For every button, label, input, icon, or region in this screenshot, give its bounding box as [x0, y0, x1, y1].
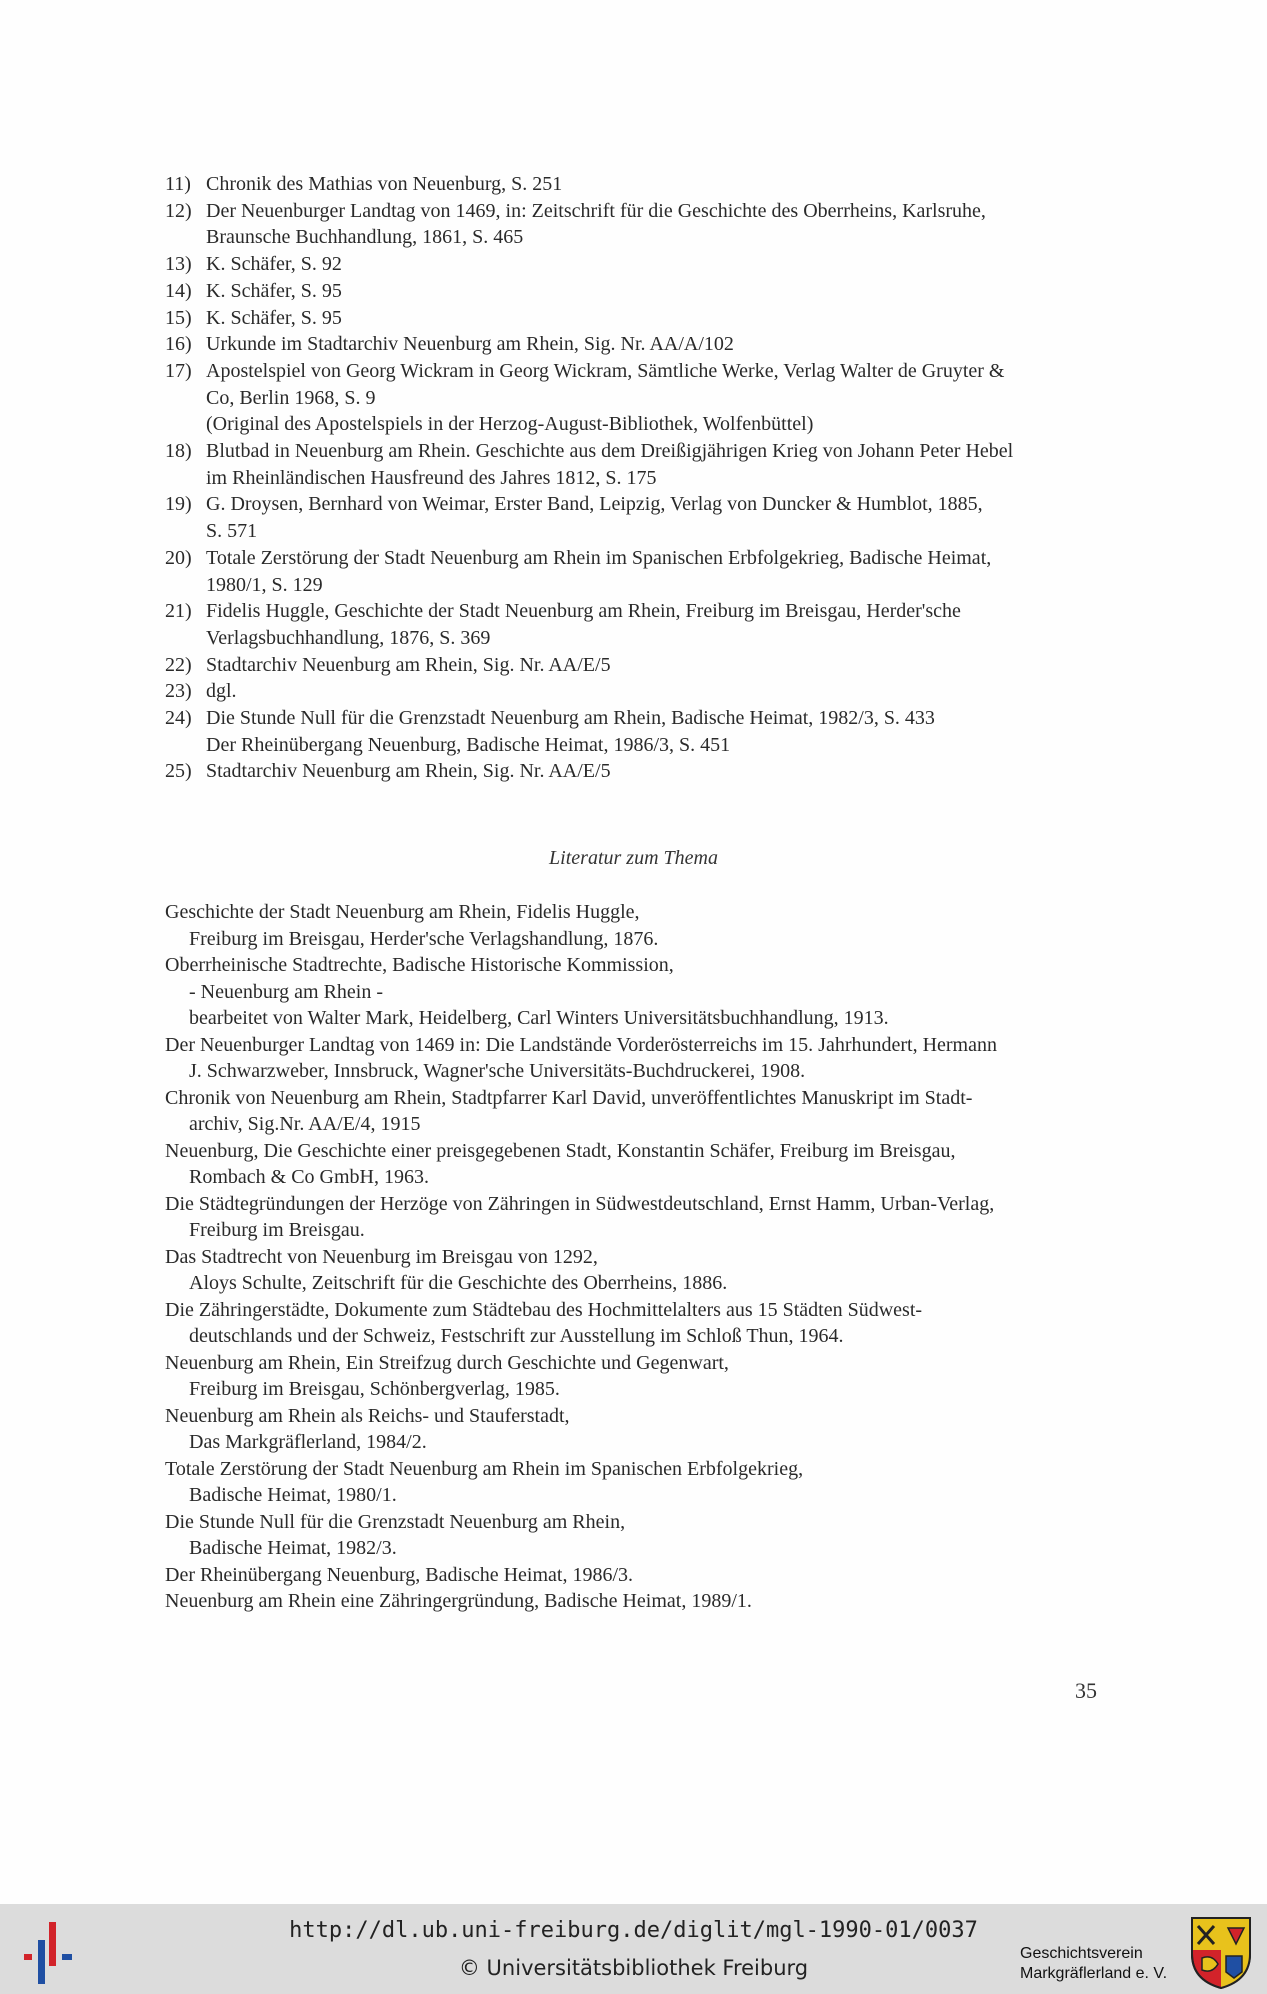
footnote-number: 14) — [165, 279, 192, 302]
footnote-line: Apostelspiel von Georg Wickram in Georg Wickram, Sämtliche Werke, Verlag Walter de Gruyter & — [206, 359, 1005, 382]
footnote-item — [165, 198, 1105, 251]
literature-line: deutschlands und der Schweiz, Festschrift zur Ausstellung im Schloß Thun, 1964. — [189, 1325, 844, 1347]
org-name-line2: Markgräflerland e. V. — [1020, 1965, 1168, 1982]
literature-line: Das Markgräflerland, 1984/2. — [189, 1431, 427, 1453]
literature-entry — [165, 1244, 1105, 1297]
literature-line: Der Neuenburger Landtag von 1469 in: Die Landstände Vorderösterreichs im 15. Jahrhundert, Hermann — [165, 1033, 997, 1056]
literature-line: Freiburg im Breisgau, Schönbergverlag, 1985. — [189, 1378, 560, 1400]
footnote-line: Die Stunde Null für die Grenzstadt Neuenburg am Rhein, Badische Heimat, 1982/3, S. 433 — [206, 707, 935, 730]
page-number: 35 — [1075, 1678, 1097, 1703]
footnote-line: Braunsche Buchhandlung, 1861, S. 465 — [206, 226, 524, 249]
footnote-number: 24) — [165, 707, 192, 730]
footnote-line: S. 571 — [206, 520, 258, 543]
footnote-number: 21) — [165, 600, 192, 623]
literature-entry — [165, 952, 1105, 1032]
footnote-text — [206, 438, 1105, 491]
literature-line: Neuenburg, Die Geschichte einer preisgegebenen Stadt, Konstantin Schäfer, Freiburg im Breisgau, — [165, 1139, 956, 1162]
literature-line: Freiburg im Breisgau, Herder'sche Verlagshandlung, 1876. — [189, 927, 659, 950]
org-name-line1: Geschichtsverein — [1020, 1945, 1143, 1962]
footnotes-list — [165, 171, 1105, 785]
footnote-line: Totale Zerstörung der Stadt Neuenburg am Rhein im Spanischen Erbfolgekrieg, Badische Heimat, — [206, 546, 992, 569]
literature-line: archiv, Sig.Nr. AA/E/4, 1915 — [189, 1113, 421, 1135]
footnote-text — [206, 331, 1105, 358]
footnote-item — [165, 358, 1105, 438]
footnote-item — [165, 251, 1105, 278]
footnote-text — [206, 678, 1105, 705]
literature-line: Neuenburg am Rhein als Reichs- und Stauferstadt, — [165, 1404, 570, 1427]
footnote-line: Stadtarchiv Neuenburg am Rhein, Sig. Nr. AA/E/5 — [206, 653, 611, 676]
footnote-item — [165, 545, 1105, 598]
footnote-line: K. Schäfer, S. 92 — [206, 253, 342, 276]
footnote-item — [165, 438, 1105, 491]
footnote-line: Blutbad in Neuenburg am Rhein. Geschichte aus dem Dreißigjährigen Krieg von Johann Peter Hebel — [206, 440, 1014, 463]
literature-entry — [165, 1509, 1105, 1562]
literature-line: Das Stadtrecht von Neuenburg im Breisgau von 1292, — [165, 1245, 598, 1268]
footnote-text — [206, 278, 1105, 305]
footnote-text — [206, 705, 1105, 758]
footnote-item — [165, 491, 1105, 544]
footnote-line: Urkunde im Stadtarchiv Neuenburg am Rhein, Sig. Nr. AA/A/102 — [206, 333, 734, 356]
footnote-item — [165, 331, 1105, 358]
footnote-line: K. Schäfer, S. 95 — [206, 279, 342, 302]
footnote-line: K. Schäfer, S. 95 — [206, 306, 342, 329]
literature-line: Neuenburg am Rhein eine Zähringergründung, Badische Heimat, 1989/1. — [165, 1590, 752, 1612]
literature-line: Chronik von Neuenburg am Rhein, Stadtpfarrer Karl David, unveröffentlichtes Manuskript im Stadt- — [165, 1086, 973, 1109]
literature-entry — [165, 1297, 1105, 1350]
footnote-text — [206, 758, 1105, 785]
footnote-number: 19) — [165, 493, 192, 516]
footnote-item — [165, 758, 1105, 785]
footnote-item — [165, 171, 1105, 198]
footnote-item — [165, 305, 1105, 332]
footer-organization — [1020, 1944, 1167, 1984]
literature-entry — [165, 1456, 1105, 1509]
footnote-line: 1980/1, S. 129 — [206, 573, 323, 596]
footnote-item — [165, 705, 1105, 758]
literature-line: Geschichte der Stadt Neuenburg am Rhein, Fidelis Huggle, — [165, 901, 640, 923]
footnote-line: Der Neuenburger Landtag von 1469, in: Zeitschrift für die Geschichte des Oberrheins, Karlsruhe, — [206, 199, 986, 222]
footnote-line: im Rheinländischen Hausfreund des Jahres 1812, S. 175 — [206, 466, 657, 489]
literature-entry — [165, 1403, 1105, 1456]
footnote-text — [206, 251, 1105, 278]
footer-bar — [0, 1904, 1267, 1994]
footnote-number: 12) — [165, 199, 192, 222]
footnote-item — [165, 598, 1105, 651]
footnote-text — [206, 358, 1105, 438]
footer-url-link[interactable]: http://dl.ub.uni-freiburg.de/diglit/mgl-1990-01/0037 — [289, 1918, 978, 1943]
footnote-number: 15) — [165, 306, 192, 329]
footnote-number: 11) — [165, 173, 191, 195]
literature-line: Neuenburg am Rhein, Ein Streifzug durch Geschichte und Gegenwart, — [165, 1351, 729, 1374]
literature-entry — [165, 1032, 1105, 1085]
footnote-text — [206, 491, 1105, 544]
literature-line: Die Stunde Null für die Grenzstadt Neuenburg am Rhein, — [165, 1510, 626, 1533]
literature-line: Aloys Schulte, Zeitschrift für die Geschichte des Oberrheins, 1886. — [189, 1272, 728, 1294]
literature-entry — [165, 899, 1105, 952]
literature-line: Oberrheinische Stadtrechte, Badische Historische Kommission, — [165, 954, 674, 976]
footnote-line: Stadtarchiv Neuenburg am Rhein, Sig. Nr. AA/E/5 — [206, 760, 611, 783]
footnote-text — [206, 198, 1105, 251]
footer-copyright: © Universitätsbibliothek Freiburg — [458, 1956, 809, 1980]
literature-entry — [165, 1138, 1105, 1191]
literature-line: Badische Heimat, 1980/1. — [189, 1484, 397, 1506]
footnote-number: 20) — [165, 546, 192, 569]
literature-heading: Literatur zum Thema — [549, 847, 718, 869]
literature-line: Badische Heimat, 1982/3. — [189, 1537, 397, 1559]
literature-line: Totale Zerstörung der Stadt Neuenburg am Rhein im Spanischen Erbfolgekrieg, — [165, 1457, 804, 1480]
literature-entry — [165, 1562, 1105, 1589]
footnote-item — [165, 652, 1105, 679]
footnote-number: 16) — [165, 333, 192, 356]
footnote-number: 17) — [165, 359, 192, 382]
literature-line: Die Zähringerstädte, Dokumente zum Städtebau des Hochmittelalters aus 15 Städten Südwest- — [165, 1298, 923, 1321]
footnote-number: 25) — [165, 760, 192, 783]
literature-entry — [165, 1191, 1105, 1244]
literature-list — [165, 899, 1105, 1615]
footnote-line: Verlagsbuchhandlung, 1876, S. 369 — [206, 626, 491, 649]
footnote-item — [165, 278, 1105, 305]
footnote-number: 23) — [165, 680, 192, 703]
footnote-line: Der Rheinübergang Neuenburg, Badische Heimat, 1986/3, S. 451 — [206, 733, 731, 756]
literature-line: - Neuenburg am Rhein - — [189, 980, 384, 1003]
literature-line: J. Schwarzweber, Innsbruck, Wagner'sche Universitäts-Buchdruckerei, 1908. — [189, 1060, 806, 1082]
literature-line: Die Städtegründungen der Herzöge von Zähringen in Südwestdeutschland, Ernst Hamm, Urban-Verlag, — [165, 1192, 995, 1215]
footnote-line: dgl. — [206, 680, 237, 703]
footnote-text — [206, 652, 1105, 679]
literature-entry — [165, 1588, 1105, 1615]
literature-entry — [165, 1085, 1105, 1138]
footnote-line: Co, Berlin 1968, S. 9 — [206, 386, 376, 409]
footnote-number: 22) — [165, 653, 192, 676]
literature-line: Freiburg im Breisgau. — [189, 1219, 365, 1241]
crest-icon — [1188, 1914, 1254, 1990]
literature-line: bearbeitet von Walter Mark, Heidelberg, Carl Winters Universitätsbuchhandlung, 1913. — [189, 1007, 889, 1029]
literature-line: Rombach & Co GmbH, 1963. — [189, 1166, 429, 1188]
footnote-line: Fidelis Huggle, Geschichte der Stadt Neuenburg am Rhein, Freiburg im Breisgau, Herder'sche — [206, 600, 961, 623]
footnote-line: (Original des Apostelspiels in der Herzog-August-Bibliothek, Wolfenbüttel) — [206, 413, 814, 436]
literature-line: Der Rheinübergang Neuenburg, Badische Heimat, 1986/3. — [165, 1563, 634, 1586]
footnote-number: 13) — [165, 253, 192, 276]
footnote-text — [206, 598, 1105, 651]
literature-entry — [165, 1350, 1105, 1403]
footnote-number: 18) — [165, 440, 192, 463]
footnote-text — [206, 171, 1105, 198]
footnote-text — [206, 305, 1105, 332]
footnote-item — [165, 678, 1105, 705]
footnote-line: G. Droysen, Bernhard von Weimar, Erster Band, Leipzig, Verlag von Duncker & Humblot, 1885, — [206, 493, 983, 516]
footnote-line: Chronik des Mathias von Neuenburg, S. 251 — [206, 173, 563, 195]
footnote-text — [206, 545, 1105, 598]
